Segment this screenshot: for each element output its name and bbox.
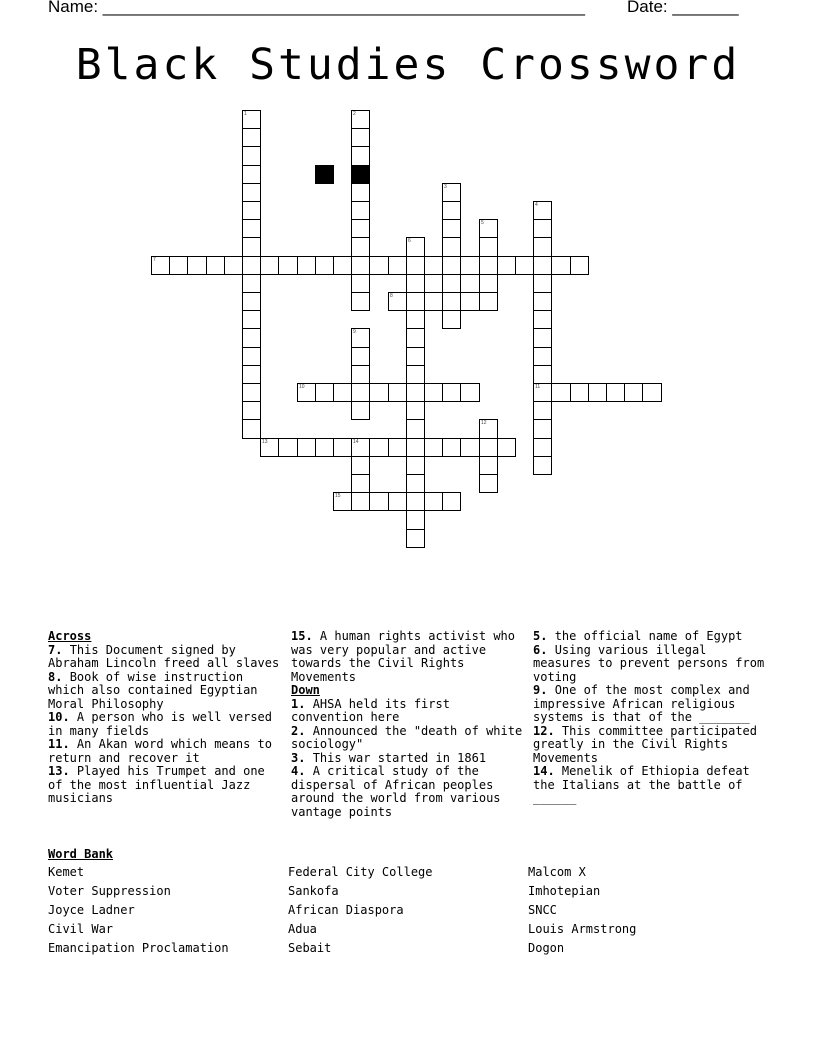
grid-cell[interactable] (515, 256, 534, 275)
clue-down-6: 6. Using various illegal measures to prevent persons from voting (533, 642, 765, 684)
grid-cell[interactable] (169, 256, 188, 275)
grid-cell[interactable] (278, 438, 298, 457)
grid-cell[interactable] (187, 256, 207, 275)
grid-cell[interactable] (533, 383, 552, 402)
grid-cell[interactable] (242, 310, 261, 329)
word-bank-item: Louis Armstrong (528, 922, 637, 936)
grid-cell[interactable] (479, 438, 498, 457)
grid-cell[interactable] (242, 110, 261, 129)
grid-cell[interactable] (242, 128, 261, 147)
date-field-label: Date: _______ (627, 0, 739, 16)
clue-number-label: 1 (244, 111, 247, 117)
grid-cell[interactable] (351, 201, 370, 220)
grid-cell[interactable] (242, 146, 261, 166)
grid-cell[interactable] (406, 237, 425, 257)
grid-cell[interactable] (315, 383, 334, 402)
grid-cell[interactable] (369, 256, 389, 275)
grid-cell[interactable] (242, 328, 261, 348)
grid-cell[interactable] (406, 310, 425, 329)
word-bank-item: Dogon (528, 941, 565, 955)
grid-cell[interactable] (424, 292, 443, 311)
grid-cell[interactable] (406, 347, 425, 366)
word-bank-item: Imhotepian (528, 884, 601, 898)
grid-cell[interactable] (442, 183, 461, 202)
grid-cell[interactable] (424, 256, 443, 275)
grid-cell[interactable] (406, 365, 425, 384)
clue-across-11: 11. An Akan word which means to return and recover it (48, 737, 272, 765)
grid-cell[interactable] (369, 492, 389, 511)
clue-number-label: 12 (481, 420, 487, 426)
grid-cell[interactable] (424, 383, 443, 402)
across-heading: Across (48, 629, 92, 643)
word-bank-column-3 (528, 863, 636, 958)
grid-cell[interactable] (624, 383, 643, 402)
clue-number-label: 11 (535, 384, 541, 390)
grid-cell[interactable] (406, 292, 425, 311)
grid-cell[interactable] (588, 383, 607, 402)
clue-down-3: 3. This war started in 1861 (291, 750, 487, 765)
grid-cell[interactable] (242, 183, 261, 202)
grid-cell[interactable] (242, 237, 261, 257)
grid-cell[interactable] (351, 492, 370, 511)
grid-cell[interactable] (297, 383, 316, 402)
grid-cell[interactable] (533, 237, 552, 257)
grid-cell[interactable] (533, 310, 552, 329)
grid-cell[interactable] (351, 456, 370, 475)
grid-cell[interactable] (333, 438, 352, 457)
clue-across-7: 7. This Document signed by Abraham Lincoln freed all slaves (48, 642, 280, 670)
grid-cell[interactable] (442, 256, 461, 275)
clue-down-4: 4. A critical study of the dispersal of African peoples around the world from various vantage points (291, 764, 501, 819)
word-bank-heading: Word Bank (48, 847, 114, 861)
grid-cell[interactable] (479, 456, 498, 475)
clue-number-label: 8 (390, 293, 393, 299)
grid-cell[interactable] (351, 383, 370, 402)
grid-cell[interactable] (242, 201, 261, 220)
grid-cell[interactable] (533, 201, 552, 220)
word-bank-column-2 (288, 863, 433, 958)
clues-column-2 (291, 630, 527, 819)
grid-cell[interactable] (570, 256, 589, 275)
grid-cell[interactable] (351, 128, 370, 147)
clue-across-15: 15. A human rights activist who was very popular and active towards the Civil Rights Movements (291, 629, 515, 684)
clue-number-label: 7 (153, 257, 156, 263)
word-bank-item: Civil War (48, 922, 114, 936)
grid-cell[interactable] (533, 365, 552, 384)
grid-cell[interactable] (533, 401, 552, 420)
grid-cell[interactable] (533, 456, 552, 475)
grid-cell[interactable] (406, 401, 425, 420)
grid-cell[interactable] (479, 474, 498, 493)
grid-cell[interactable] (442, 292, 461, 311)
grid-cell[interactable] (479, 292, 498, 311)
grid-cell[interactable] (406, 510, 425, 530)
grid-cell[interactable] (297, 256, 316, 275)
clue-down-14: 14. Menelik of Ethiopia defeat the Italians at the battle of ______ (533, 764, 750, 805)
clue-number-label: 10 (299, 384, 305, 390)
grid-cell[interactable] (351, 183, 370, 202)
grid-cell[interactable] (460, 256, 480, 275)
grid-cell[interactable] (315, 438, 334, 457)
grid-cell[interactable] (260, 256, 279, 275)
clue-number-label: 3 (444, 184, 447, 190)
grid-cell[interactable] (351, 274, 370, 293)
grid-cell[interactable] (242, 165, 261, 184)
grid-cell[interactable] (351, 110, 370, 129)
clue-number-label: 15 (335, 493, 341, 499)
clue-down-5: 5. the official name of Egypt (533, 629, 743, 643)
grid-cell[interactable] (297, 438, 316, 457)
grid-cell[interactable] (351, 474, 370, 493)
grid-cell[interactable] (606, 383, 625, 402)
grid-cell[interactable] (533, 419, 552, 439)
grid-cell[interactable] (479, 256, 498, 275)
grid-cell[interactable] (406, 529, 425, 548)
grid-cell[interactable] (242, 401, 261, 420)
clue-number-label: 14 (353, 439, 359, 445)
grid-cell[interactable] (388, 256, 407, 275)
grid-cell[interactable] (351, 365, 370, 384)
grid-cell[interactable] (479, 419, 498, 439)
down-heading: Down (291, 683, 320, 697)
word-bank-item: African Diaspora (288, 903, 404, 917)
grid-cell[interactable] (497, 256, 516, 275)
word-bank-item: Voter Suppression (48, 884, 171, 898)
grid-cell[interactable] (406, 383, 425, 402)
grid-cell[interactable] (533, 219, 552, 238)
grid-cell[interactable] (388, 383, 407, 402)
grid-cell[interactable] (533, 274, 552, 293)
grid-cell[interactable] (388, 438, 407, 457)
clue-number-label: 4 (535, 202, 538, 208)
grid-cell[interactable] (351, 292, 370, 311)
clue-number-label: 9 (353, 329, 356, 335)
grid-cell[interactable] (406, 474, 425, 493)
grid-cell[interactable] (406, 492, 425, 511)
grid-cell[interactable] (406, 274, 425, 293)
clue-down-1: 1. AHSA held its first convention here (291, 696, 450, 724)
clue-number-label: 13 (262, 439, 268, 445)
word-bank-item: Kemet (48, 865, 85, 879)
grid-cell[interactable] (406, 328, 425, 348)
grid-cell[interactable] (533, 347, 552, 366)
grid-cell[interactable] (242, 383, 261, 402)
grid-cell-blocked (315, 165, 334, 184)
grid-cell[interactable] (442, 219, 461, 238)
grid-cell[interactable] (460, 292, 480, 311)
grid-cell[interactable] (533, 256, 552, 275)
grid-cell[interactable] (351, 237, 370, 257)
grid-cell[interactable] (406, 419, 425, 439)
grid-cell[interactable] (242, 274, 261, 293)
grid-cell[interactable] (333, 256, 352, 275)
word-bank-item: Sebait (288, 941, 332, 955)
word-bank-item: Sankofa (288, 884, 339, 898)
grid-cell[interactable] (278, 256, 298, 275)
grid-cell[interactable] (151, 256, 170, 275)
word-bank-item: Adua (288, 922, 317, 936)
grid-cell[interactable] (497, 438, 516, 457)
clue-number-label: 2 (353, 111, 356, 117)
clue-number-label: 5 (481, 220, 484, 226)
grid-cell[interactable] (442, 201, 461, 220)
grid-cell[interactable] (333, 492, 352, 511)
grid-cell[interactable] (369, 383, 389, 402)
grid-cell[interactable] (224, 256, 243, 275)
grid-cell[interactable] (242, 292, 261, 311)
grid-cell[interactable] (242, 347, 261, 366)
grid-cell[interactable] (442, 438, 461, 457)
grid-cell[interactable] (351, 347, 370, 366)
grid-cell[interactable] (479, 219, 498, 238)
clues-column-3 (533, 630, 769, 806)
clue-across-8: 8. Book of wise instruction which also contained Egyptian Moral Philosophy (48, 669, 258, 711)
grid-cell[interactable] (351, 256, 370, 275)
grid-cell[interactable] (369, 438, 389, 457)
grid-cell[interactable] (479, 237, 498, 257)
grid-cell[interactable] (242, 365, 261, 384)
grid-cell[interactable] (642, 383, 662, 402)
grid-cell[interactable] (406, 456, 425, 475)
grid-cell[interactable] (351, 146, 370, 166)
grid-cell[interactable] (442, 274, 461, 293)
grid-cell[interactable] (406, 256, 425, 275)
grid-cell[interactable] (424, 492, 443, 511)
word-bank-column-1 (48, 863, 229, 958)
grid-cell[interactable] (533, 292, 552, 311)
grid-cell[interactable] (533, 328, 552, 348)
grid-cell[interactable] (351, 328, 370, 348)
grid-cell[interactable] (388, 292, 407, 311)
word-bank-item: Malcom X (528, 865, 586, 879)
clue-across-10: 10. A person who is well versed in many fields (48, 710, 272, 738)
grid-cell[interactable] (333, 383, 352, 402)
grid-cell[interactable] (442, 237, 461, 257)
grid-cell[interactable] (388, 492, 407, 511)
grid-cell[interactable] (206, 256, 225, 275)
clue-across-13: 13. Played his Trumpet and one of the most influential Jazz musicians (48, 764, 265, 805)
clue-number-label: 6 (408, 238, 411, 244)
grid-cell[interactable] (442, 310, 461, 329)
word-bank-item: Emancipation Proclamation (48, 941, 229, 955)
grid-cell[interactable] (551, 383, 571, 402)
grid-cell[interactable] (351, 401, 370, 420)
page-title: Black Studies Crossword (75, 40, 741, 90)
grid-cell[interactable] (570, 383, 589, 402)
grid-cell[interactable] (460, 438, 480, 457)
word-bank-item: Joyce Ladner (48, 903, 135, 917)
grid-cell[interactable] (406, 438, 425, 457)
grid-cell[interactable] (351, 219, 370, 238)
grid-cell[interactable] (533, 438, 552, 457)
grid-cell[interactable] (479, 274, 498, 293)
grid-cell[interactable] (242, 256, 261, 275)
clue-down-2: 2. Announced the "death of white sociology" (291, 723, 523, 751)
grid-cell[interactable] (260, 438, 279, 457)
word-bank-item: SNCC (528, 903, 557, 917)
grid-cell[interactable] (242, 219, 261, 238)
grid-cell[interactable] (551, 256, 571, 275)
word-bank-item: Federal City College (288, 865, 433, 879)
grid-cell[interactable] (242, 419, 261, 439)
grid-cell[interactable] (424, 438, 443, 457)
name-field-label: Name: ___________________________________________________ (48, 0, 585, 16)
grid-cell[interactable] (442, 383, 461, 402)
grid-cell[interactable] (315, 256, 334, 275)
grid-cell[interactable] (442, 492, 461, 511)
grid-cell-blocked (351, 165, 370, 184)
clue-down-12: 12. This committee participated greatly in the Civil Rights Movements (533, 723, 757, 765)
clues-column-1 (48, 630, 284, 806)
clue-down-9: 9. One of the most complex and impressive African religious systems is that of the _______ (533, 683, 750, 724)
grid-cell[interactable] (460, 383, 480, 402)
grid-cell[interactable] (351, 438, 370, 457)
